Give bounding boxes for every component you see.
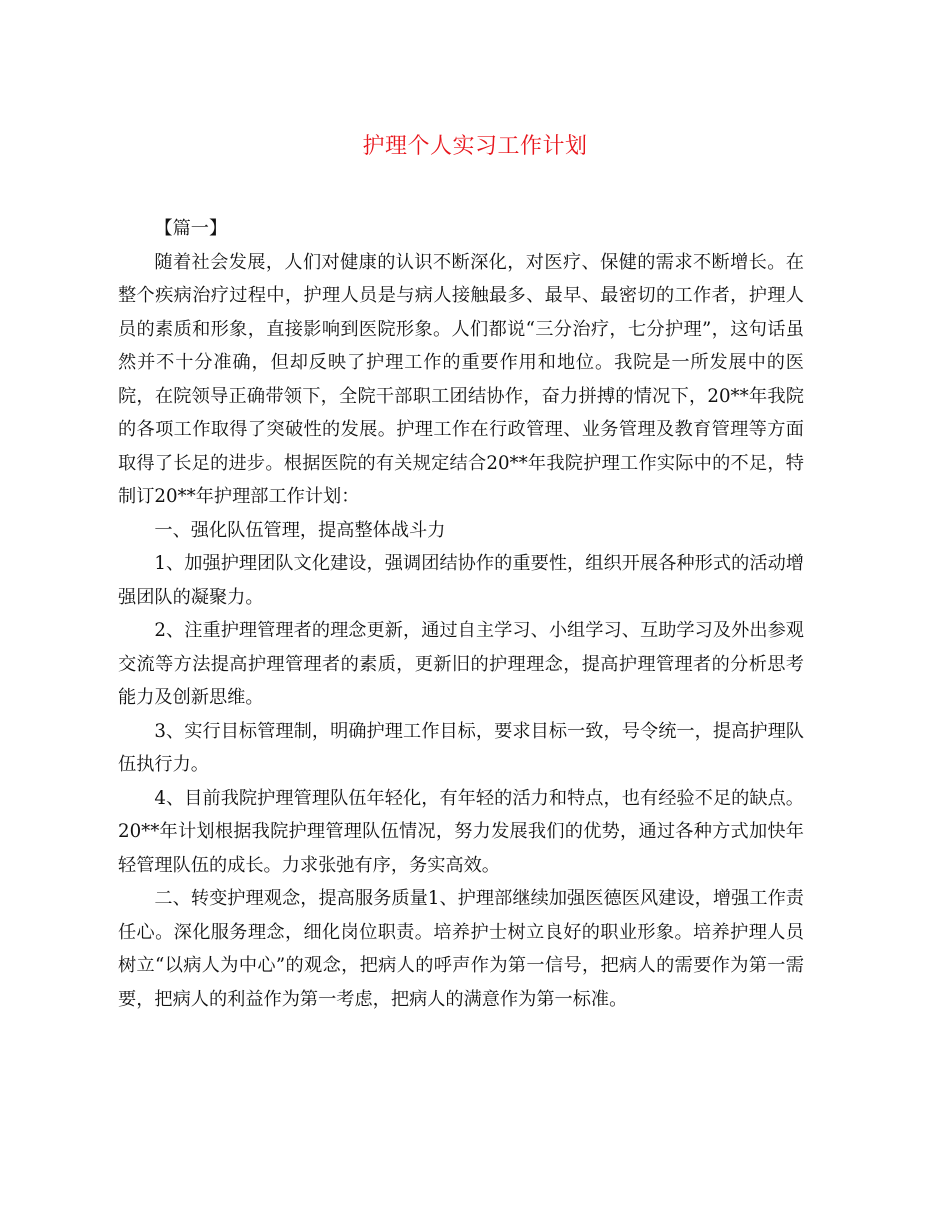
document-body [118, 212, 804, 1016]
intro-paragraph: 随着社会发展，人们对健康的认识不断深化，对医疗、保健的需求不断增长。在整个疾病治疗过程中，护理人员是与病人接触最多、最早、最密切的工作者，护理人员的素质和形象，直接影响到医院形象。人们都说“三分治疗，七分护理”，这句话虽然并不十分准确，但却反映了护理工作的重要作用和地位。我院是一所发展中的医院，在院领导正确带领下，全院干部职工团结协作，奋力拼搏的情况下，20**年我院的各项工作取得了突破性的发展。护理工作在行政管理、业务管理及教育管理等方面取得了长足的进步。根据医院的有关规定结合20**年我院护理工作实际中的不足，特制订20**年护理部工作计划： [118, 251, 804, 507]
list-item-1: 1、加强护理团队文化建设，强调团结协作的重要性，组织开展各种形式的活动增强团队的凝聚力。 [118, 553, 804, 608]
section-heading-team-management: 一、强化队伍管理，提高整体战斗力 [154, 519, 446, 541]
list-item-2: 2、注重护理管理者的理念更新，通过自主学习、小组学习、互助学习及外出参观交流等方法提高护理管理者的素质，更新旧的护理理念，提高护理管理者的分析思考能力及创新思维。 [118, 620, 804, 708]
list-item-4: 4、目前我院护理管理队伍年轻化，有年轻的活力和特点，也有经验不足的缺点。20**年计划根据我院护理管理队伍情况，努力发展我们的优势，通过各种方式加快年轻管理队伍的成长。力求张弛有序，务实高效。 [118, 787, 804, 876]
list-item-3: 3、实行目标管理制，明确护理工作目标，要求目标一致，号令统一，提高护理队伍执行力。 [118, 720, 804, 775]
section-heading-part-one: 【篇一】 [154, 218, 228, 239]
section-heading-service-quality: 二、转变护理观念，提高服务质量1、护理部继续加强医德医风建设，增强工作责任心。深化服务理念，细化岗位职责。培养护士树立良好的职业形象。培养护理人员树立“以病人为中心”的观念，把病人的呼声作为第一信号，把病人的需要作为第一需要，把病人的利益作为第一考虑，把病人的满意作为第一标准。 [118, 888, 804, 1010]
document-title: 护理个人实习工作计划 [362, 134, 588, 159]
